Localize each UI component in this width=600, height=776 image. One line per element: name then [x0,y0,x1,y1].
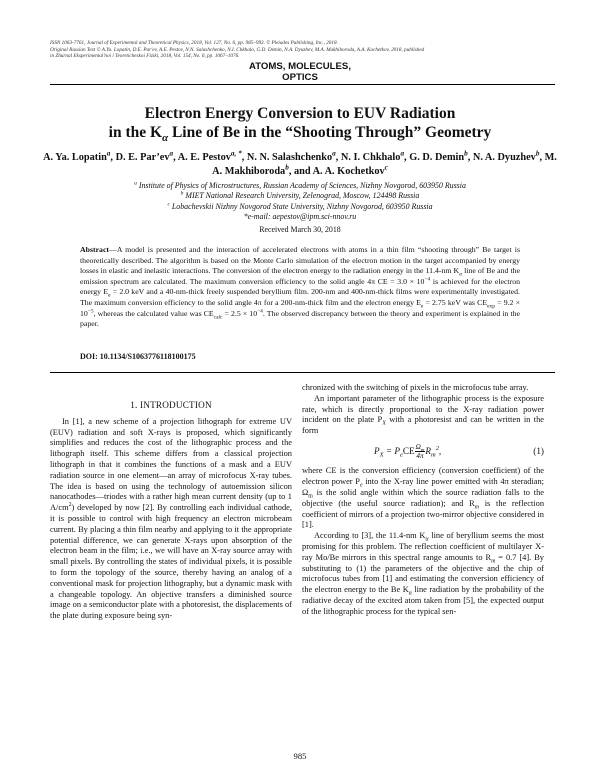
abstract: Abstract—A model is presented and the interaction of accelerated electrons with atoms in a thin film “shooting through” Be target is theoretically described. The algorithm is based on the Monte Carlo simulation of the electron motion in the target accompanied by energy losses in elastic and inelastic interactions. The conversion of the electron energy to the radiation energy in the 11.4-nm $K_\alpha$ line of Be and the emission spectrum are calculated. The maximum conversion efficiency to the solid angle 4π CE = $3.0 \times 10^{-4}$ is achieved for the electron energy $E_e = 2.0$ keV and a 40-nm-thick freely suspended beryllium film. 200-nm and 400-nm-thick films were experimentally investigated. The maximum conversion efficiency to the solid angle 4π for a 200-nm-thick film and the electron energy $E_e = 2.75$ keV was $CE_{exp} = 9.2 \times 10^{-5}$, whereas the calculated value was $CE_{calc} = 2.5 \times 10^{-4}$. The observed discrepancy between the theory and experiment is explained in the paper. [80,245,521,329]
title-line: in the $K_\alpha$ Line of Be in the “Shooting Through” Geometry [108,124,492,145]
paragraph: According to [3], the 11.4-nm $K_\alpha$ line of beryllium seems the most promising for this problem. The reflection coefficient of multilayer X-ray Mo/Be mirrors in this spectral range amounts to $R_m = 0.7$ [4]. By substituting to (1) the parameters of the objective and the chip of microfocus tubes from [1] and estimating the conversion efficiency of the electron energy to the Be $K_\alpha$ line radiation by the probability of the radiative decay of the excited atom taken from [5], the expected output of the lithographic process for the typical sen- [302,531,544,616]
paper-title [0,104,600,145]
affiliation: $^c$ Lobachevskii Nizhny Novgorod State University, Nizhny Novgorod, 603950 Russia [167,200,433,211]
author-list: A. Ya. Lopatin$^a$, D. E. $Par’ev^a$, A. E. Pestov$^{a, *}$, N. N. Salashchenko$^a$, N. I. Chkhalo$^a$, G. D. Demin$^b$, N. A. Dyuzhev$^b$, M. A. Makhiboroda$^b$, and A. A. Kochetkov$^c$ [43,149,557,177]
author: A. Ya. Lopatin$^a$ [43,149,111,163]
doi[interactable]: DOI: 10.1134/S1063776118100175 [80,352,196,361]
left-column [50,400,292,622]
author: N. I. Chkhalo$^a$ [340,149,405,163]
page-number: 985 [293,751,307,761]
affiliation: $^b$ MIET National Research University, Zelenograd, Moscow, 124498 Russia [180,190,420,201]
paragraph: chronized with the switching of pixels in the microfocus tube array. [302,383,529,392]
header-line: in Zhurnal Eksperimental'noi i Teoreticheskoi Fiziki, 2018, Vol. 154, No. 6, pp. 1067–1076. [50,53,240,60]
section-heading [0,61,600,83]
author: G. D. Demin$^b$ [409,149,468,163]
paragraph: In [1], a new scheme of a projection lithograph for extreme UV (EUV) radiation and soft X-rays is proposed, which significantly simplifies and reduces the cost of the lithographic process and the lithograph itself. This scheme differs from a classical projection lithograph in that it combines the functions of a mask and a EUV radiation source in one element—an array of microfocus X-ray tubes. The idea is based on using the technology of autoemission silicon nanocathodes—triodes with a rather high mean current density (up to 1 $A/cm^2$) developed by now [2]. By controlling each individual cathode, it is possible to control with high frequency an electron microbeam current. By placing a thin film nearby and applying to it the appropriate potential difference, we can generate X-rays upon absorption of the electron beam in the film; i.e., we will have an X-ray source array with small pixels. By controlling the states of individual pixels, it is possible to form the topology of the source, thereby having an analog of a conventional mask for projection lithography, but a dynamic mask with a changeable topology. An objective transfers a diminished source image on a semiconductor plate with a photoresist, the displacements of the plate during exposure being syn- [50,416,292,621]
author: A. A. Kochetkov$^c$ [312,163,388,177]
header-line: Original Russian Text © A.Ya. Lopatin, D.E. Par'ev, A.E. Pestov, N.N. Salashchenko, N.I. Chkhalo, G.D. Demin, N.A. Dyuzhev, M.A. Makhiboroda, A.A. Kochetkov, 2018, published [50,46,425,53]
author: D. E. $Par’ev^a$ [115,149,174,163]
doi-divider [50,372,555,373]
author: N. N. Salashchenko$^a$ [246,149,336,163]
equation-fraction: $\frac{\Omega_m}{4\pi}$ [415,442,425,461]
top-divider [50,84,555,85]
author: A. E. Pestov$^{a, *}$ [177,149,242,163]
section-heading-line: OPTICS [282,72,318,83]
abstract-label: Abstract [80,245,110,254]
intro-heading: 1. INTRODUCTION [130,400,212,410]
paragraph: where CE is the conversion efficiency (conversion coefficient) of the electron power $P_e$ into the X-ray line power emitted with 4π steradian; $\Omega_m$ is the solid angle within which the source radiation falls to the objective (the useful source radiation); and $R_m$ is the reflection coefficient of mirrors of a projection two-mirror objective considered in [1]. [302,466,545,530]
paragraph: An important parameter of the lithographic process is the exposure rate, which is directly proportional to the X-ray radiation power incident on the plate $P_X$ with a photoresist and can be written in the form [302,393,544,436]
equation-formula: $P_X = P_eCE$ $\frac{\Omega_m}{4\pi}R_m^2$, [374,442,442,461]
right-column [302,383,544,618]
email: *e-mail: aepestov@ipm.sci-nnov.ru [243,211,357,221]
equation-number: (1) [533,446,544,457]
author: M. A. Makhiboroda$^b$ [212,152,557,177]
header-line: ISSN 1063-7761, Journal of Experimental and Theoretical Physics, 2018, Vol. 127, No. 6, pp. 985–993. © Pleiades Publishing, Inc., 2018. [50,40,338,46]
affiliations [40,181,560,222]
received-date: Received March 30, 2018 [259,225,341,234]
author: N. A. Dyuzhev$^b$ [472,149,540,163]
equation-1 [302,443,544,460]
affiliation: $^a$ Institute of Physics of Microstructures, Russian Academy of Sciences, Nizhny Novgorod, 603950 Russia [134,180,466,190]
section-heading-line: ATOMS, MOLECULES, [249,61,351,72]
journal-header [50,40,555,60]
title-line: Electron Energy Conversion to EUV Radiation [144,105,456,122]
